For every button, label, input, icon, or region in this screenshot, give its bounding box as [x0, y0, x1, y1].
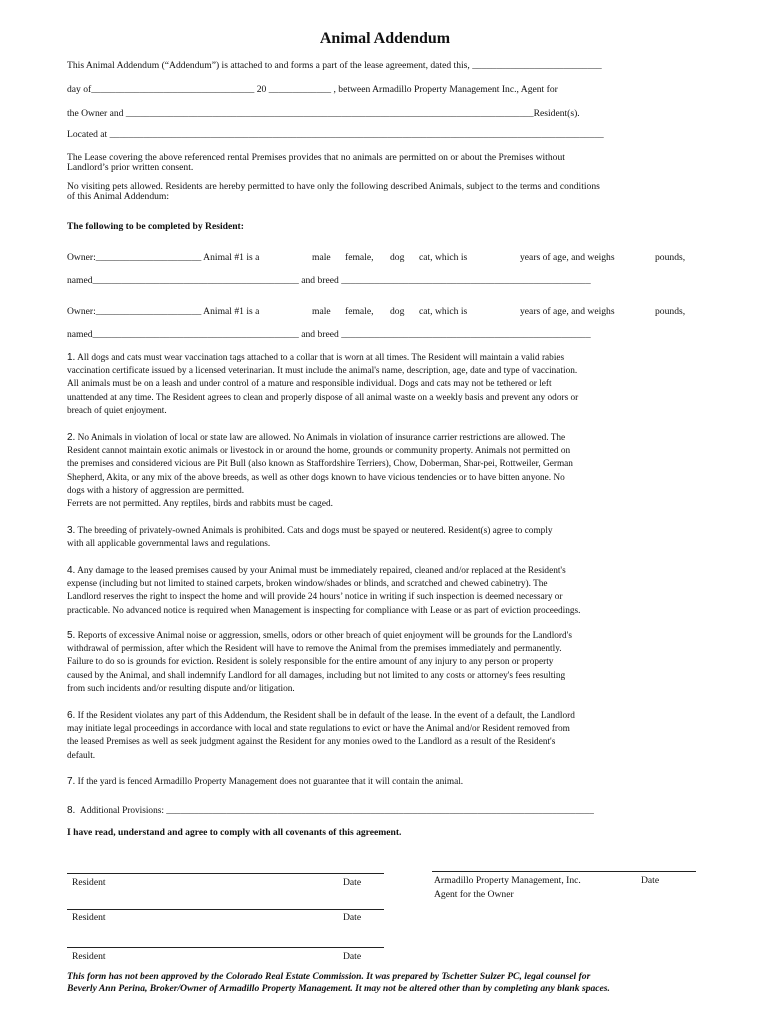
named-breed-field[interactable]: named___________________________________________ and breed ____________________________________________________	[67, 275, 591, 286]
age-weight-label: years of age, and weighs	[520, 306, 615, 317]
intro-line-owner: the Owner and _____________________________________________________________________________________Resident(s).	[67, 108, 580, 119]
clause-line: Reports of excessive Animal noise or aggression, smells, odors or other breach of quiet enjoyment will be grounds for the Landlord's	[77, 631, 572, 641]
clause-line: may initiate legal proceedings in accordance with local and state regulations to evict or have the Animal and/or Resident removed from	[67, 724, 570, 735]
clause-1	[67, 351, 697, 418]
intro-line-day-of: day of__________________________________ 20 _____________ , between Armadillo Property Management Inc., Agent for	[67, 84, 558, 95]
resident-signature-line-3[interactable]	[67, 947, 384, 948]
resident-label: Resident	[72, 912, 106, 923]
lease-clause-line-1: The Lease covering the above referenced rental Premises provides that no animals are permitted on or about the Premises without	[67, 152, 565, 163]
clause-line: The breeding of privately-owned Animals is prohibited. Cats and dogs must be spayed or neutered. Resident(s) agree to comply	[77, 526, 553, 536]
acknowledgement-statement: I have read, understand and agree to comply with all covenants of this agreement.	[67, 827, 402, 838]
owner-field[interactable]: Owner:______________________ Animal #1 is a	[67, 306, 260, 317]
date-label: Date	[343, 951, 362, 962]
option-female[interactable]: female,	[345, 252, 374, 263]
clause-line: Landlord reserves the right to inspect the home and will provide 24 hours’ notice in writing if such inspection is deemed necessary or	[67, 592, 563, 603]
date-label: Date	[343, 877, 362, 888]
agent-role: Agent for the Owner	[434, 889, 514, 900]
clause-line: with all applicable governmental laws and regulations.	[67, 539, 271, 550]
clause-number: 4.	[67, 565, 76, 576]
intro-line-lease-date: This Animal Addendum (“Addendum”) is attached to and forms a part of the lease agreement, dated this, ___________________________	[67, 60, 602, 71]
option-cat[interactable]: cat, which is	[419, 306, 468, 317]
clause-line: Failure to do so is grounds for eviction. Resident is solely responsible for the entire amount of any injury to any person or property	[67, 657, 554, 668]
clause-4	[67, 564, 697, 618]
resident-section-heading: The following to be completed by Resident:	[67, 221, 244, 232]
clause-line: the premises and considered vicious are Pit Bull (also known as Staffordshire Terriers), Chow, Doberman, Shar-pei, Rottweiler, German	[67, 459, 573, 470]
clause-line: expense (including but not limited to stained carpets, broken window/shades or blinds, and scratched and chewed cabinetry). The	[67, 579, 548, 590]
clause-number: 3.	[67, 525, 76, 536]
clause-number: 7.	[67, 776, 76, 787]
lease-clause-line-2: Landlord’s prior written consent.	[67, 162, 194, 173]
clause-line: vaccination certificate issued by a licensed veterinarian. It must include the animal's name, description, age, date and type of vaccination.	[67, 366, 578, 377]
clause-line: Resident cannot maintain exotic animals or livestock in or around the home, grounds or community property. Animals not permitted on	[67, 446, 571, 457]
clause-line: practicable. No advanced notice is required when Management is inspecting for compliance with Lease or as part of eviction proceedings.	[67, 605, 581, 616]
resident-label: Resident	[72, 951, 106, 962]
clause-2	[67, 431, 697, 511]
option-dog[interactable]: dog	[390, 252, 405, 263]
clause-line: All dogs and cats must wear vaccination tags attached to a collar that is worn at all times. The Resident will maintain a valid rabies	[77, 353, 565, 363]
clause-line: unattended at any time. The Resident agrees to clean and properly dispose of all animal waste on a weekly basis and prevent any odors or	[67, 392, 579, 403]
age-weight-label: years of age, and weighs	[520, 252, 615, 263]
clause-line: All animals must be on a leash and under control of a mature and responsible individual. Dogs and cats may not be tethered or left	[67, 379, 552, 390]
clause-line: If the Resident violates any part of this Addendum, the Resident shall be in default of the lease. In the event of a default, the Landlord	[77, 711, 575, 721]
additional-provisions-field[interactable]: Additional Provisions: ____________________________________________________________________________________________	[80, 806, 594, 816]
clause-line: the leased Premises as well as seek judgment against the Resident for any monies owed to the Landlord as a result of the Resident's	[67, 737, 556, 748]
pounds-label: pounds,	[655, 252, 686, 263]
resident-signature-line-2[interactable]	[67, 909, 384, 910]
resident-signature-line-1[interactable]	[67, 873, 384, 874]
clause-number: 8.	[67, 805, 76, 816]
option-dog[interactable]: dog	[390, 306, 405, 317]
owner-field[interactable]: Owner:______________________ Animal #1 is a	[67, 252, 260, 263]
agent-name: Armadillo Property Management, Inc.	[434, 875, 581, 886]
clause-number: 6.	[67, 710, 76, 721]
named-breed-field[interactable]: named___________________________________________ and breed ____________________________________________________	[67, 329, 591, 340]
option-cat[interactable]: cat, which is	[419, 252, 468, 263]
option-male[interactable]: male	[312, 306, 331, 317]
clause-3	[67, 524, 697, 551]
clause-line: Ferrets are not permitted. Any reptiles, birds and rabbits must be caged.	[67, 499, 333, 510]
option-female[interactable]: female,	[345, 306, 374, 317]
footer-line-2: Beverly Ann Perina, Broker/Owner of Armadillo Property Management. It may not be altered other than by completing any blank spaces.	[67, 983, 610, 994]
clause-number: 5.	[67, 630, 76, 641]
clause-line: caused by the Animal, and shall indemnify Landlord for all damages, including but not limited to any costs or attorney's fees resulting	[67, 670, 566, 681]
intro-line-located-at: Located at _______________________________________________________________________________________________________	[67, 129, 604, 140]
option-male[interactable]: male	[312, 252, 331, 263]
clause-6	[67, 709, 697, 763]
clause-number: 2.	[67, 432, 76, 443]
clause-line: If the yard is fenced Armadillo Property Management does not guarantee that it will contain the animal.	[77, 777, 464, 787]
resident-label: Resident	[72, 877, 106, 888]
clause-line: Shepherd, Akita, or any mix of the above breeds, as well as other dogs known to have vicious tendencies or to have bitten anyone. No	[67, 472, 565, 483]
date-label: Date	[343, 912, 362, 923]
footer-line-1: This form has not been approved by the Colorado Real Estate Commission. It was prepared by Tschetter Sulzer PC, legal counsel for	[67, 971, 591, 982]
clause-line: No Animals in violation of local or state law are allowed. No Animals in violation of insurance carrier restrictions are allowed. The	[77, 433, 566, 443]
legal-footer	[67, 971, 707, 995]
clause-line: from such incidents and/or resulting dispute and/or litigation.	[67, 683, 295, 694]
clause-line: default.	[67, 750, 96, 761]
document-title: Animal Addendum	[319, 30, 451, 47]
clause-line: withdrawal of permission, after which the Resident will have to remove the Animal from the premises immediately and permanently.	[67, 644, 562, 655]
visiting-clause-line-1: No visiting pets allowed. Residents are hereby permitted to have only the following described Animals, subject to the terms and conditions	[67, 181, 600, 192]
date-label: Date	[641, 875, 660, 886]
clause-line: dogs with a history of aggression are permitted.	[67, 485, 245, 496]
clause-7	[67, 775, 697, 789]
visiting-clause-line-2: of this Animal Addendum:	[67, 191, 170, 202]
clause-line: Any damage to the leased premises caused by your Animal must be immediately repaired, cleaned and/or replaced at the Resident's	[77, 566, 566, 576]
clause-line: breach of quiet enjoyment.	[67, 405, 167, 416]
additional-provisions	[67, 804, 697, 818]
clause-number: 1.	[67, 352, 76, 363]
agent-signature-line[interactable]	[432, 871, 696, 872]
clause-5	[67, 629, 697, 696]
pounds-label: pounds,	[655, 306, 686, 317]
